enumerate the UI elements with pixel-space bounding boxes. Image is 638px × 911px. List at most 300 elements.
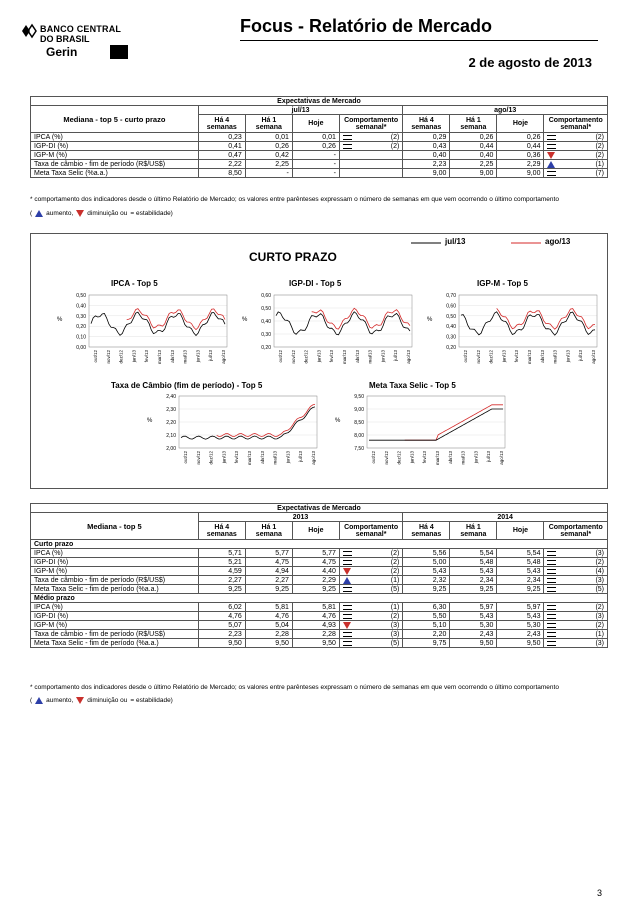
x-tick-label: mar/13 — [157, 350, 162, 365]
weeks-count: (5) — [595, 585, 604, 593]
value-cell: 9,50 — [245, 639, 292, 648]
period-header: ago/13 — [403, 106, 608, 115]
value-cell: 5,30 — [450, 621, 497, 630]
equal-icon — [547, 623, 556, 628]
series-jul — [369, 409, 503, 440]
value-cell: 0,41 — [198, 142, 245, 151]
y-tick-label: 7,50 — [354, 446, 364, 452]
x-tick-label: abr/13 — [169, 350, 175, 363]
value-cell: - — [292, 160, 339, 169]
x-tick-label: fev/13 — [144, 350, 150, 363]
value-cell: 4,94 — [245, 567, 292, 576]
column-header: Há 4 semanas — [198, 115, 245, 133]
legend-down: diminuição ou — [87, 210, 128, 217]
x-tick-label: fev/13 — [234, 451, 240, 464]
x-tick-label: jan/13 — [221, 451, 227, 464]
trend-cell — [339, 142, 402, 151]
row-label: Taxa de câmbio - fim de período (R$/US$) — [31, 160, 199, 169]
y-tick-label: 8,50 — [354, 420, 364, 426]
x-tick-label: mai/13 — [182, 350, 188, 364]
legend-open: ( — [30, 697, 33, 704]
weeks-count: (3) — [595, 576, 604, 584]
table-row — [31, 142, 608, 151]
x-tick-label: out/12 — [183, 451, 188, 464]
chart-title-igpdi: IGP-DI - Top 5 — [289, 279, 342, 288]
x-tick-label: nov/12 — [290, 350, 296, 364]
dept-label: Gerin — [46, 45, 78, 59]
x-tick-label: ago/13 — [499, 451, 504, 465]
value-cell: 9,25 — [403, 585, 450, 594]
table-row — [31, 612, 608, 621]
x-tick-label: out/12 — [463, 350, 468, 363]
column-header: Há 1 semana — [450, 522, 497, 540]
x-tick-label: mar/13 — [247, 451, 252, 466]
value-cell: 5,71 — [198, 549, 245, 558]
weeks-count: (3) — [390, 621, 400, 629]
x-tick-label: abr/13 — [259, 451, 265, 464]
table-row — [31, 169, 608, 178]
x-tick-label: ago/13 — [311, 451, 316, 465]
trend-cell — [339, 169, 402, 178]
value-cell: 6,02 — [198, 603, 245, 612]
weeks-count: (2) — [595, 558, 604, 566]
value-cell: 2,32 — [403, 576, 450, 585]
value-cell: 5,54 — [497, 549, 544, 558]
value-cell: - — [245, 169, 292, 178]
y-tick-label: 0,30 — [446, 334, 456, 341]
up-arrow-icon — [35, 210, 43, 217]
row-label: IPCA (%) — [31, 603, 199, 612]
y-tick-label: 2,30 — [166, 407, 176, 413]
weeks-count: (7) — [595, 169, 604, 177]
value-cell: 2,25 — [450, 160, 497, 169]
value-cell: 2,29 — [292, 576, 339, 585]
value-cell: - — [292, 169, 339, 178]
value-cell: 2,34 — [497, 576, 544, 585]
org-name-line1: BANCO CENTRAL — [40, 24, 122, 34]
table-row — [31, 585, 608, 594]
weeks-count: (5) — [390, 585, 400, 593]
weeks-count: (2) — [595, 142, 604, 150]
table-row-header: Mediana - top 5 — [31, 513, 199, 540]
value-cell: 0,43 — [403, 142, 450, 151]
legend-up: aumento, — [46, 697, 74, 704]
x-tick-label: ago/13 — [221, 350, 226, 364]
chart-title-ipca: IPCA - Top 5 — [111, 279, 158, 288]
footnote-1: * comportamento dos indicadores desde o último Relatório de Mercado; os valores entre parênteses expressam o número de semanas em que vem ocorrendo o último comportamento — [30, 196, 559, 203]
equal-icon — [343, 605, 352, 610]
table-caption: Expectativas de Mercado — [31, 504, 608, 513]
weeks-count: (2) — [390, 133, 400, 141]
value-cell: 5,81 — [245, 603, 292, 612]
legend-2 — [30, 697, 173, 704]
x-tick-label: jun/13 — [473, 451, 479, 464]
down-arrow-icon — [343, 622, 351, 629]
row-label: IPCA (%) — [31, 549, 199, 558]
weeks-count: (2) — [390, 558, 400, 566]
equal-icon — [343, 135, 352, 140]
value-cell: 4,40 — [292, 567, 339, 576]
x-tick-label: nov/12 — [195, 451, 201, 465]
y-axis-label: % — [335, 418, 341, 424]
weeks-count: (2) — [390, 567, 400, 575]
charts-main-title: CURTO PRAZO — [249, 250, 337, 264]
weeks-count: (3) — [390, 630, 400, 638]
value-cell: 2,43 — [497, 630, 544, 639]
table-row — [31, 567, 608, 576]
y-tick-label: 2,20 — [166, 420, 176, 426]
y-axis-label: % — [57, 317, 63, 323]
value-cell: 9,00 — [497, 169, 544, 178]
y-axis-label: % — [147, 418, 153, 424]
x-tick-label: nov/12 — [475, 350, 481, 364]
page-number: 3 — [596, 888, 602, 898]
y-tick-label: 0,10 — [76, 334, 86, 341]
row-label: IPCA (%) — [31, 133, 199, 142]
trend-cell — [544, 160, 608, 169]
trend-cell — [544, 151, 608, 160]
table-row — [31, 630, 608, 639]
value-cell: 5,43 — [497, 567, 544, 576]
trend-cell — [544, 639, 608, 648]
trend-cell — [339, 151, 402, 160]
chart-igpm — [421, 291, 601, 384]
trend-cell — [339, 639, 402, 648]
value-cell: 8,50 — [198, 169, 245, 178]
trend-cell — [339, 133, 402, 142]
y-tick-label: 0,60 — [261, 293, 271, 299]
dept-badge — [40, 45, 128, 59]
value-cell: 5,43 — [450, 612, 497, 621]
row-label: IGP-DI (%) — [31, 558, 199, 567]
value-cell: 0,40 — [450, 151, 497, 160]
table-caption: Expectativas de Mercado — [31, 97, 608, 106]
x-tick-label: dez/12 — [396, 451, 402, 465]
y-tick-label: 0,40 — [446, 324, 456, 331]
series-jul — [276, 312, 410, 335]
row-label: IGP-M (%) — [31, 151, 199, 160]
column-header: Hoje — [497, 115, 544, 133]
trend-cell — [544, 576, 608, 585]
column-header: Hoje — [497, 522, 544, 540]
series-jul — [461, 312, 595, 335]
down-arrow-icon — [76, 697, 84, 704]
weeks-count: (2) — [390, 549, 400, 557]
y-tick-label: 0,40 — [76, 303, 86, 310]
chart-igpdi — [236, 291, 416, 384]
chart-cambio — [141, 392, 321, 485]
x-tick-label: jan/13 — [409, 451, 415, 464]
x-tick-label: jan/13 — [501, 350, 507, 363]
value-cell: 0,40 — [403, 151, 450, 160]
trend-cell — [544, 549, 608, 558]
y-tick-label: 0,70 — [446, 293, 456, 299]
x-tick-label: mar/13 — [342, 350, 347, 365]
value-cell: 5,81 — [292, 603, 339, 612]
x-tick-label: mai/13 — [367, 350, 373, 364]
equal-icon — [343, 551, 352, 556]
value-cell: 2,27 — [198, 576, 245, 585]
column-header: Há 1 semana — [245, 115, 292, 133]
period-header: 2014 — [403, 513, 608, 522]
y-tick-label: 0,60 — [446, 303, 456, 310]
value-cell: 9,50 — [450, 639, 497, 648]
trend-cell — [544, 169, 608, 178]
value-cell: 0,29 — [403, 133, 450, 142]
y-tick-label: 0,00 — [76, 345, 86, 351]
title-divider — [240, 40, 598, 41]
trend-cell — [339, 585, 402, 594]
weeks-count: (1) — [595, 630, 604, 638]
value-cell: 4,76 — [292, 612, 339, 621]
y-tick-label: 0,50 — [446, 313, 456, 320]
value-cell: 2,34 — [450, 576, 497, 585]
report-date: 2 de agosto de 2013 — [468, 55, 592, 70]
row-label: IGP-DI (%) — [31, 142, 199, 151]
value-cell: 5,50 — [403, 612, 450, 621]
down-arrow-icon — [76, 210, 84, 217]
value-cell: 5,30 — [497, 621, 544, 630]
chart-title-igpm: IGP-M - Top 5 — [477, 279, 528, 288]
value-cell: 0,26 — [292, 142, 339, 151]
org-name-line2: DO BRASIL — [40, 34, 90, 44]
trend-cell — [544, 133, 608, 142]
value-cell: 0,01 — [245, 133, 292, 142]
table-row — [31, 621, 608, 630]
column-header: Há 1 semana — [245, 522, 292, 540]
value-cell: 5,00 — [403, 558, 450, 567]
trend-cell — [339, 630, 402, 639]
y-axis-label: % — [427, 317, 433, 323]
value-cell: 2,23 — [198, 630, 245, 639]
trend-cell — [544, 567, 608, 576]
legend-ago-line — [511, 237, 541, 247]
x-tick-label: out/12 — [278, 350, 283, 363]
series-jul — [181, 407, 315, 439]
value-cell: 4,59 — [198, 567, 245, 576]
x-tick-label: mai/13 — [460, 451, 466, 465]
value-cell: 2,43 — [450, 630, 497, 639]
chart-title-selic: Meta Taxa Selic - Top 5 — [369, 381, 456, 390]
legend-jul-line — [411, 237, 441, 247]
value-cell: 9,50 — [198, 639, 245, 648]
table-row — [31, 151, 608, 160]
equal-icon — [547, 135, 556, 140]
down-arrow-icon — [547, 152, 555, 159]
y-tick-label: 0,30 — [76, 313, 86, 320]
weeks-count: (3) — [595, 639, 604, 647]
trend-cell — [339, 612, 402, 621]
row-label: Meta Taxa Selic (%a.a.) — [31, 169, 199, 178]
y-tick-label: 0,20 — [446, 345, 456, 351]
section-header: Curto prazo — [31, 540, 608, 549]
x-tick-label: abr/13 — [447, 451, 453, 464]
weeks-count: (3) — [595, 612, 604, 620]
x-tick-label: mai/13 — [552, 350, 558, 364]
trend-cell — [544, 630, 608, 639]
value-cell: 5,43 — [497, 612, 544, 621]
chart-title-cambio: Taxa de Câmbio (fim de período) - Top 5 — [111, 381, 263, 390]
legend-eq: = estabilidade) — [130, 697, 173, 704]
value-cell: 0,26 — [497, 133, 544, 142]
equal-icon — [547, 605, 556, 610]
value-cell: 5,77 — [292, 549, 339, 558]
page-title: Focus - Relatório de Mercado — [240, 16, 493, 36]
equal-icon — [343, 560, 352, 565]
footnote-2: * comportamento dos indicadores desde o último Relatório de Mercado; os valores entre parênteses expressam o número de semanas em que vem ocorrendo o último comportamento — [30, 684, 559, 691]
legend-jul-label: jul/13 — [445, 237, 466, 246]
weeks-count: (2) — [390, 142, 400, 150]
x-tick-label: jul/13 — [393, 350, 399, 361]
value-cell: 0,26 — [245, 142, 292, 151]
row-label: Taxa de câmbio - fim de período (R$/US$) — [31, 630, 199, 639]
trend-cell — [339, 603, 402, 612]
equal-icon — [547, 641, 556, 646]
value-cell: 5,97 — [450, 603, 497, 612]
series-ago — [312, 308, 410, 329]
charts-panel — [30, 233, 608, 489]
table-row — [31, 639, 608, 648]
x-tick-label: fev/13 — [329, 350, 335, 363]
y-tick-label: 8,00 — [354, 433, 364, 439]
x-tick-label: abr/13 — [354, 350, 360, 363]
equal-icon — [547, 587, 556, 592]
y-tick-label: 0,40 — [261, 319, 271, 325]
row-label: IGP-M (%) — [31, 621, 199, 630]
x-tick-label: dez/12 — [488, 350, 494, 364]
trend-cell — [544, 142, 608, 151]
value-cell: 9,25 — [198, 585, 245, 594]
up-arrow-icon — [343, 577, 351, 584]
column-header: Há 4 semanas — [403, 522, 450, 540]
equal-icon — [343, 632, 352, 637]
value-cell: 2,23 — [403, 160, 450, 169]
table-row — [31, 603, 608, 612]
x-tick-label: nov/12 — [105, 350, 111, 364]
y-tick-label: 0,50 — [76, 293, 86, 299]
weeks-count: (2) — [595, 151, 604, 159]
weeks-count: (2) — [595, 621, 604, 629]
x-tick-label: mai/13 — [272, 451, 278, 465]
trend-cell — [544, 612, 608, 621]
value-cell: 0,44 — [497, 142, 544, 151]
x-tick-label: ago/13 — [406, 350, 411, 364]
x-tick-label: out/12 — [93, 350, 98, 363]
weeks-count: (3) — [595, 549, 604, 557]
value-cell: 9,25 — [245, 585, 292, 594]
table-row — [31, 133, 608, 142]
value-cell: 2,25 — [245, 160, 292, 169]
y-tick-label: 2,00 — [166, 446, 176, 452]
value-cell: 0,36 — [497, 151, 544, 160]
x-tick-label: jul/13 — [486, 451, 492, 462]
annual-table — [30, 503, 608, 648]
value-cell: 9,00 — [450, 169, 497, 178]
x-tick-label: jun/13 — [285, 451, 291, 464]
x-tick-label: nov/12 — [383, 451, 389, 465]
x-tick-label: jul/13 — [578, 350, 584, 361]
row-label: IGP-M (%) — [31, 567, 199, 576]
value-cell: 5,07 — [198, 621, 245, 630]
x-tick-label: jul/13 — [208, 350, 214, 361]
value-cell: 9,25 — [497, 585, 544, 594]
value-cell: 2,29 — [497, 160, 544, 169]
value-cell: 9,50 — [497, 639, 544, 648]
value-cell: 2,20 — [403, 630, 450, 639]
y-tick-label: 0,20 — [261, 345, 271, 351]
x-tick-label: ago/13 — [591, 350, 596, 364]
column-header: Hoje — [292, 115, 339, 133]
section-header: Médio prazo — [31, 594, 608, 603]
short-term-table — [30, 96, 608, 178]
x-tick-label: dez/12 — [303, 350, 309, 364]
value-cell: 5,10 — [403, 621, 450, 630]
down-arrow-icon — [343, 568, 351, 575]
equal-icon — [547, 144, 556, 149]
value-cell: 9,25 — [292, 585, 339, 594]
equal-icon — [343, 614, 352, 619]
trend-cell — [339, 160, 402, 169]
equal-icon — [343, 641, 352, 646]
value-cell: 0,01 — [292, 133, 339, 142]
x-tick-label: jul/13 — [298, 451, 304, 462]
value-cell: 0,23 — [198, 133, 245, 142]
value-cell: 2,22 — [198, 160, 245, 169]
trend-cell — [544, 621, 608, 630]
equal-icon — [547, 632, 556, 637]
x-tick-label: jan/13 — [131, 350, 137, 363]
value-cell: 5,48 — [450, 558, 497, 567]
x-tick-label: fev/13 — [422, 451, 428, 464]
series-ago — [127, 309, 225, 330]
chart-selic — [329, 392, 509, 485]
table-row-header: Mediana - top 5 - curto prazo — [31, 106, 199, 133]
trend-cell — [339, 558, 402, 567]
weeks-count: (2) — [595, 133, 604, 141]
column-header: Comportamento semanal* — [339, 115, 402, 133]
row-label: IGP-DI (%) — [31, 612, 199, 621]
value-cell: 5,43 — [450, 567, 497, 576]
x-tick-label: dez/12 — [118, 350, 124, 364]
value-cell: 5,56 — [403, 549, 450, 558]
legend-up: aumento, — [46, 210, 74, 217]
legend-ago-label: ago/13 — [545, 237, 571, 246]
column-header: Comportamento semanal* — [339, 522, 402, 540]
value-cell: 4,75 — [292, 558, 339, 567]
x-tick-label: abr/13 — [539, 350, 545, 363]
trend-cell — [544, 558, 608, 567]
value-cell: 4,76 — [245, 612, 292, 621]
value-cell: 4,93 — [292, 621, 339, 630]
value-cell: 5,97 — [497, 603, 544, 612]
weeks-count: (1) — [390, 576, 400, 584]
weeks-count: (2) — [390, 612, 400, 620]
legend-down: diminuição ou — [87, 697, 128, 704]
legend-eq: = estabilidade) — [130, 210, 173, 217]
x-tick-label: mar/13 — [527, 350, 532, 365]
value-cell: 2,28 — [292, 630, 339, 639]
equal-icon — [547, 614, 556, 619]
trend-cell — [339, 549, 402, 558]
table-row — [31, 576, 608, 585]
weeks-count: (1) — [595, 160, 604, 168]
weeks-count: (5) — [390, 639, 400, 647]
column-header: Hoje — [292, 522, 339, 540]
x-tick-label: mar/13 — [435, 451, 440, 466]
value-cell: 9,75 — [403, 639, 450, 648]
x-tick-label: dez/12 — [208, 451, 214, 465]
value-cell: 9,25 — [450, 585, 497, 594]
